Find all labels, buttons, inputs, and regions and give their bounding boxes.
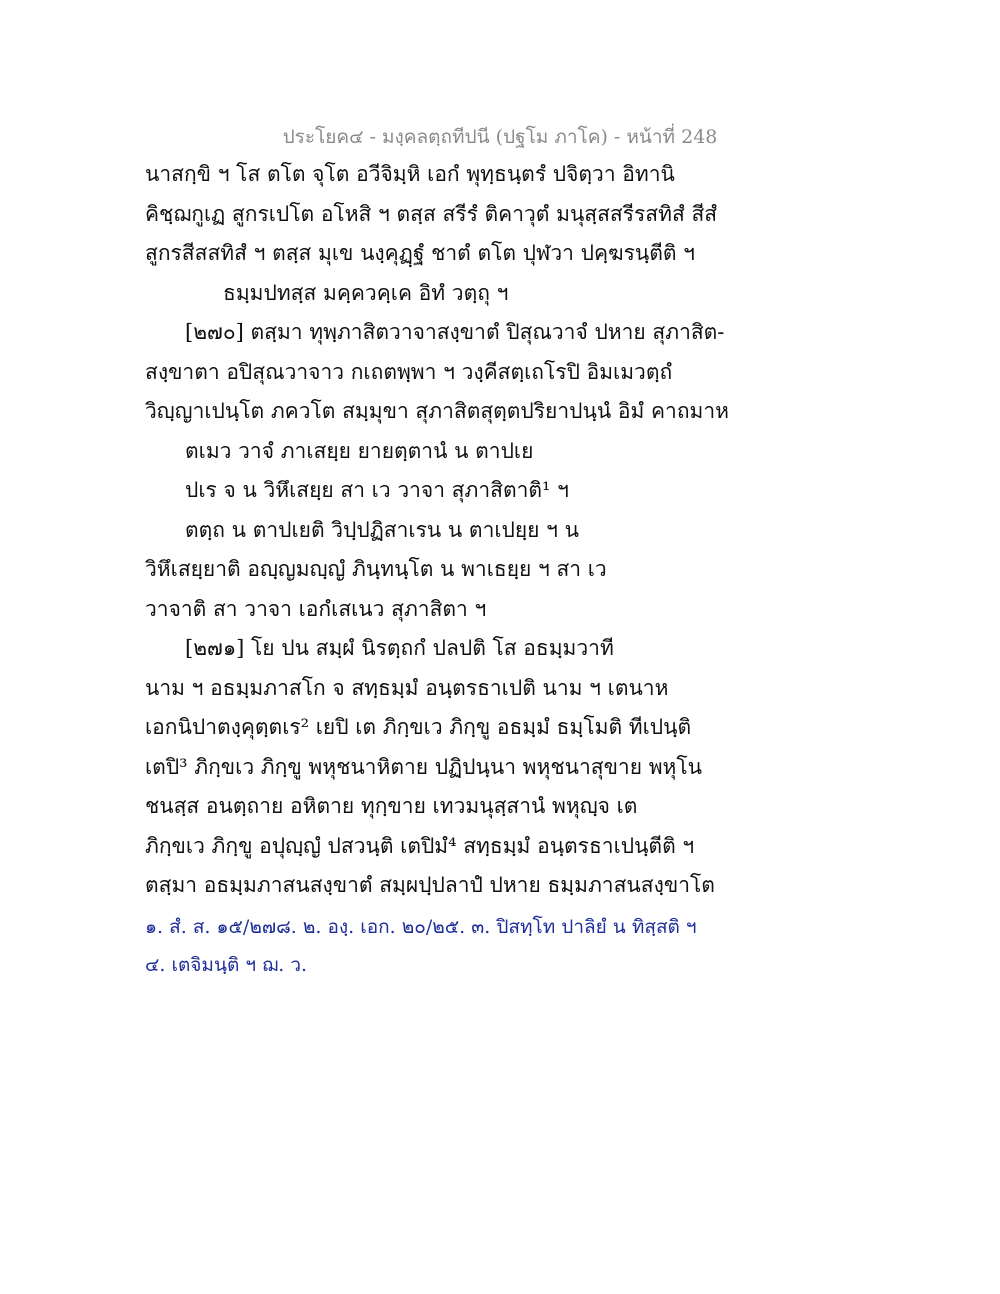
text-line: สูกรสีสสทิสํ ฯ ตสฺส มุเข นงฺคุฏฺฐํ ชาตํ ตโต ปุฬวา ปคฺฆรนฺตีติ ฯ bbox=[145, 241, 695, 265]
page-header: ประโยค๔ - มงฺคลตฺถทีปนี (ปฐโม ภาโค) - หน้าที่ 248 bbox=[282, 126, 718, 148]
footnote-line: ๔. เตจิมนฺติ ฯ ฌ. ว. bbox=[145, 954, 308, 976]
paragraph-270-start: [๒๗๐] ตสฺมา ทุพฺภาสิตวาจาสงฺขาตํ ปิสุณวาจํ ปหาย สุภาสิต- bbox=[185, 320, 725, 344]
footnotes bbox=[145, 908, 865, 984]
footnote-line: ๑. สํ. ส. ๑๕/๒๗๘. ๒. องฺ. เอก. ๒๐/๒๕. ๓. ปิสทฺโท ปาลิยํ น ทิสฺสติ ฯ bbox=[145, 916, 697, 938]
text-line: วาจาติ สา วาจา เอกํเสเนว สุภาสิตา ฯ bbox=[145, 596, 487, 621]
text-line: ชนสฺส อนตฺถาย อหิตาย ทุกฺขาย เทวมนุสฺสานํ พหุญฺจ เต bbox=[145, 794, 638, 818]
text-line: วิหึเสยฺยาติ อญฺญมญฺญํ ภินฺทนฺโต น พาเธยฺย ฯ สา เว bbox=[145, 557, 607, 581]
text-line: ตตฺถ น ตาปเยติ วิปฺปฏิสาเรน น ตาเปยฺย ฯ น bbox=[185, 517, 579, 542]
paragraph-271-start: [๒๗๑] โย ปน สมฺผํ นิรตฺถกํ ปลปติ โส อธมฺมวาที bbox=[185, 636, 614, 660]
text-line: นาสกฺขิ ฯ โส ตโต จุโต อวีจิมฺหิ เอกํ พุทฺธนฺตรํ ปจิตฺวา อิทานิ bbox=[145, 162, 675, 186]
text-line: นาม ฯ อธมฺมภาสโก จ สทฺธมฺมํ อนฺตรธาเปติ นาม ฯ เตนาห bbox=[145, 675, 669, 700]
text-line: สงฺขาตา อปิสุณวาจาว กเถตพฺพา ฯ วงฺคีสตฺเถโรปิ อิมเมวตฺถํ bbox=[145, 359, 673, 384]
text-line: ตสฺมา อธมฺมภาสนสงฺขาตํ สมฺผปฺปลาปํ ปหาย ธมฺมภาสนสงฺขาโต bbox=[145, 873, 715, 897]
story-source-line: ธมฺมปทสฺส มคฺควคฺเค อิทํ วตฺถุ ฯ bbox=[223, 280, 509, 305]
text-line: เอกนิปาตงฺคุตฺตเร² เยปิ เต ภิกฺขเว ภิกฺขู อธมฺมํ ธมฺโมติ ทีเปนฺติ bbox=[145, 715, 692, 739]
text-line: คิชฺฌกูเฏ สูกรเปโต อโหสิ ฯ ตสฺส สรีรํ ติคาวุตํ มนุสฺสสรีรสทิสํ สีสํ bbox=[145, 201, 718, 226]
body-text bbox=[145, 155, 865, 906]
text-line: เตปิ³ ภิกฺขเว ภิกฺขู พหุชนาหิตาย ปฏิปนฺนา พหุชนาสุขาย พหุโน bbox=[145, 754, 703, 779]
verse-line: ปเร จ น วิหึเสยฺย สา เว วาจา สุภาสิตาติ¹ ฯ bbox=[185, 478, 569, 502]
text-line: ภิกฺขเว ภิกฺขู อปุญฺญํ ปสวนฺติ เตปิมํ⁴ สทฺธมฺมํ อนฺตรธาเปนฺตีติ ฯ bbox=[145, 833, 695, 858]
verse-line: ตเมว วาจํ ภาเสยฺย ยายตฺตานํ น ตาปเย bbox=[185, 438, 534, 463]
text-line: วิญฺญาเปนฺโต ภควโต สมฺมุขา สุภาสิตสุตฺตปริยาปนฺนํ อิมํ คาถมาห bbox=[145, 399, 730, 423]
